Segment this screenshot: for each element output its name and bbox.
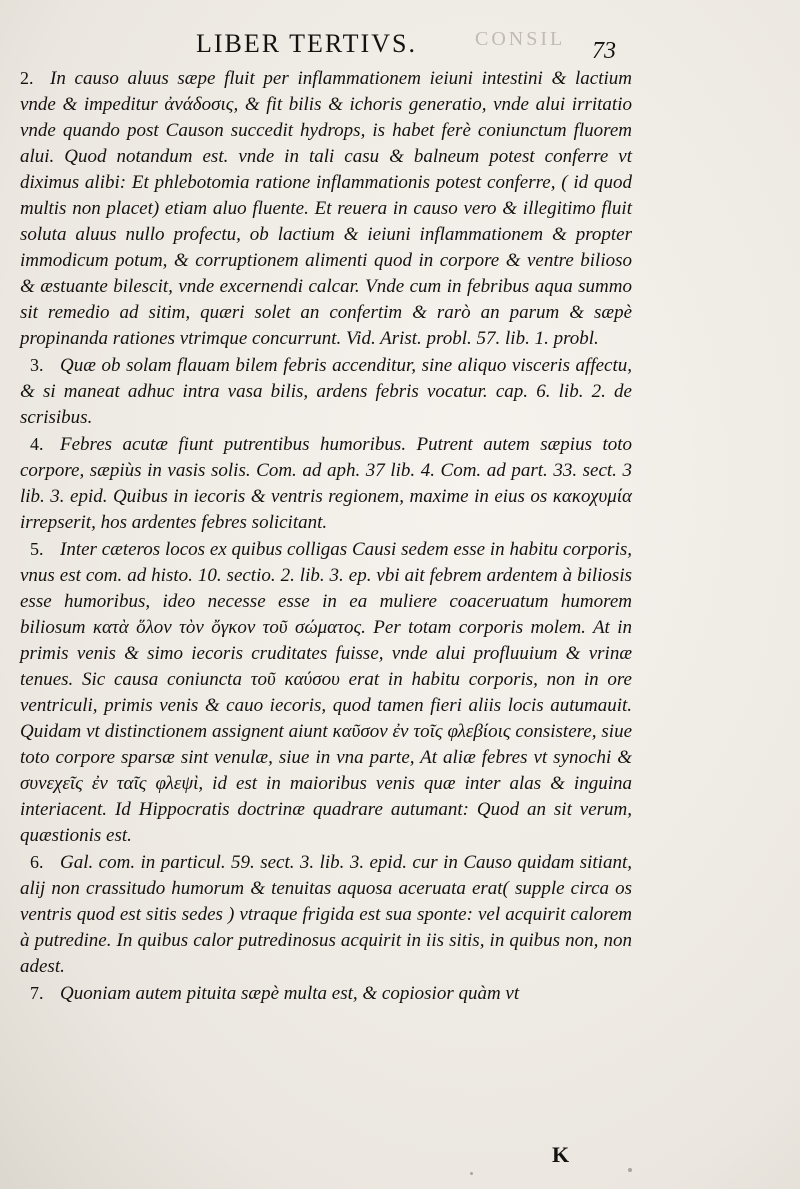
paragraph-number: 3. bbox=[30, 355, 44, 375]
paragraph-text: Quæ ob solam flauam bilem febris accenditur, sine aliquo visceris affectu, & si maneat adhuc intra vasa bilis, ardens febris vocatur. cap. 6. lib. 2. de scrisibus. bbox=[20, 355, 632, 428]
paragraph-7 bbox=[20, 980, 632, 1007]
bleed-through-heading: CONSIL bbox=[475, 28, 566, 50]
paragraph-text: Gal. com. in particul. 59. sect. 3. lib. 3. epid. cur in Causo quidam sitiant, alij non crassitudo humorum & tenuitas aquosa aceruata erat( supple circa os ventris quod est sitis sedes ) vtraque frigida est sua sponte: vel acquirit calorem à putredine. In quibus calor putredinosus acquirit in iis sitis, in quibus non, non adest. bbox=[20, 852, 632, 977]
paragraph-text: Inter cæteros locos ex quibus colligas Causi sedem esse in habitu corporis, vnus est com. ad histo. 10. sectio. 2. lib. 3. ep. vbi ait febrem ardentem à biliosis esse humoribus, ideo necesse esse in ea muliere coaceruatum humorem biliosum κατὰ ὅλον τὸν ὄγκον τοῦ σώματος. Per totam corporis molem. At in primis venis & simo iecoris cruditates fuisse, vnde alui profluuium & vrinæ tenues. Sic causa coniuncta τοῦ καύσου erat in habitu corporis, non in ore ventriculi, primis venis & cauo iecoris, quod tamen fieri aliis locis autumauit. Quidam vt distinctionem assignent aiunt καῦσον ἐν τοῖς φλεβίοις consistere, siue toto corpore sparsæ sint venulæ, siue in vna parte, At aliæ febres vt synochi & συνεχεῖς ἐν ταῖς φλεψὶ, id est in maioribus venis quæ inter alas & inguina interiacent. Id Hippocratis doctrinæ quadrare autumant: Quod an sit verum, quæstionis est. bbox=[20, 539, 632, 846]
paragraph-4 bbox=[20, 431, 632, 536]
page-header bbox=[0, 29, 800, 65]
running-title: LIBER TERTIVS. bbox=[196, 29, 417, 58]
paragraph-number: 5. bbox=[30, 539, 44, 559]
paragraph-text: Quoniam autem pituita sæpè multa est, & copiosior quàm vt bbox=[60, 983, 520, 1004]
ink-speck bbox=[470, 1172, 473, 1175]
paragraph-5 bbox=[20, 536, 632, 849]
body-text bbox=[20, 65, 632, 1007]
ink-speck bbox=[628, 1168, 632, 1172]
page-number: 73 bbox=[592, 38, 616, 64]
paragraph-text: Febres acutæ fiunt putrentibus humoribus. Putrent autem sæpius toto corpore, sæpiùs in vasis solis. Com. ad aph. 37 lib. 4. Com. ad part. 33. sect. 3 lib. 3. epid. Quibus in iecoris & ventris regionem, maxime in eius os κακοχυμία irrepserit, hos ardentes febres solicitant. bbox=[20, 434, 632, 533]
paragraph-text: In causo aluus sæpe fluit per inflammationem ieiuni intestini & lactium vnde & impeditur ἀνάδοσις, & fit bilis & ichoris generatio, vnde alui irritatio vnde quando post Causon succedit hydrops, is habet ferè coniunctum fluorem alui. Quod notandum est. vnde in tali casu & balneum potest conferre vt diximus alibi: Et phlebotomia ratione inflammationis potest conferre, ( id quod multis non placet) etiam aluo fluente. Et reuera in causo vero & illegitimo fluit soluta aluus nullo profectu, ob lactium & ieiuni inflammationem & propter immodicum potum, & corruptionem alimenti quod in corpore & ventre bilioso & æstuante bilescit, vnde excernendi calcar. Vnde cum in febribus aqua summo sit remedio ad sitim, quæri solet an confertim & rarò an parum & sæpè propinanda rationes vtrimque concurrunt. Vid. Arist. probl. 57. lib. 1. probl. bbox=[20, 68, 632, 349]
paragraph-number: 7. bbox=[30, 983, 44, 1003]
paragraph-number: 2. bbox=[20, 68, 34, 88]
paragraph-2 bbox=[20, 65, 632, 352]
paragraph-number: 6. bbox=[30, 852, 44, 872]
catchword-signature: K bbox=[552, 1142, 570, 1167]
paragraph-6 bbox=[20, 849, 632, 980]
paragraph-number: 4. bbox=[30, 434, 44, 454]
paragraph-3 bbox=[20, 352, 632, 431]
